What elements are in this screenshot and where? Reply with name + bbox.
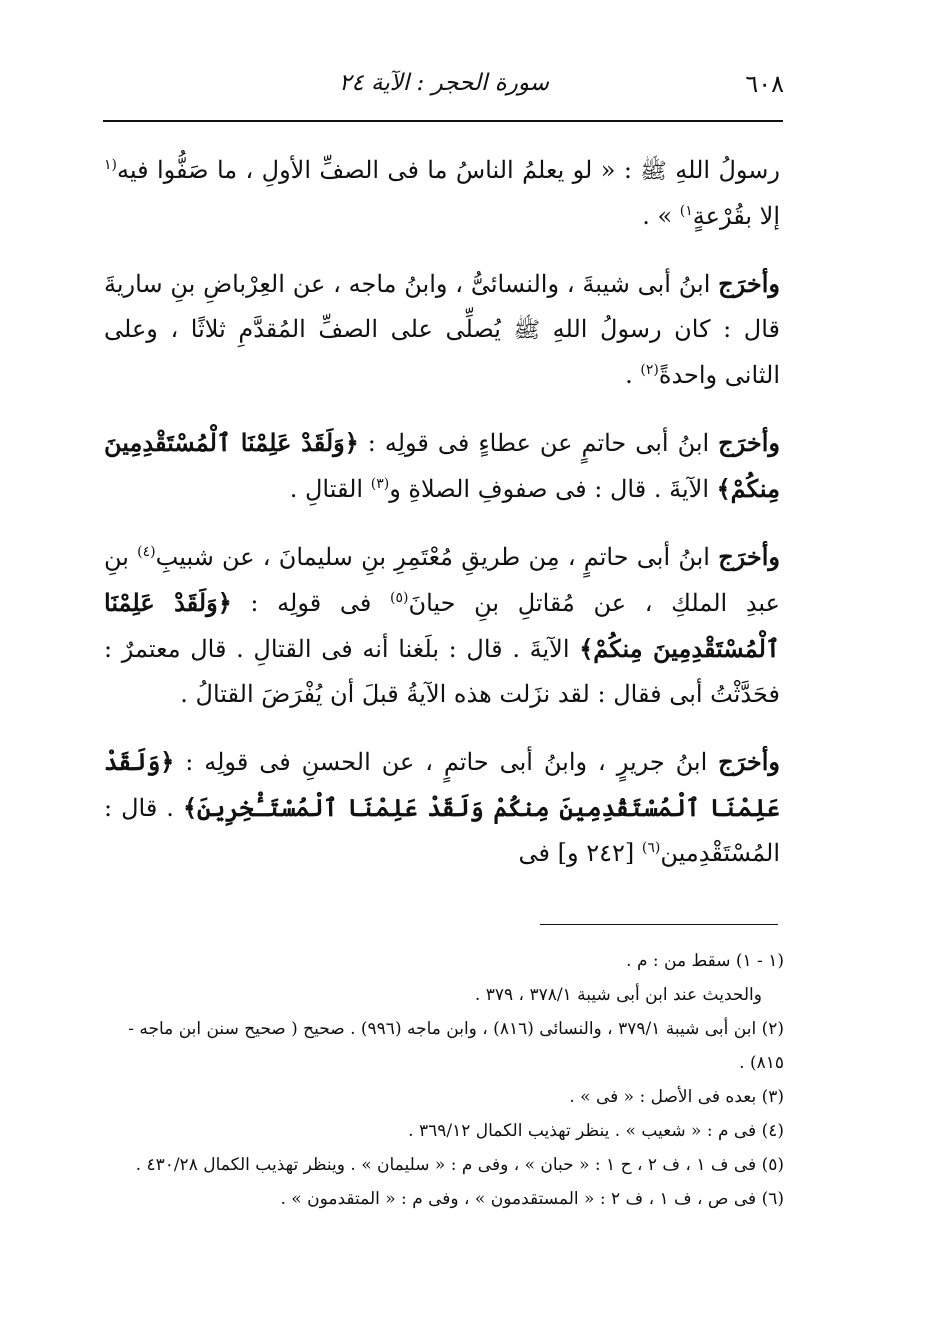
text-run: » .	[642, 202, 680, 230]
footnote-ref-1-open: (١	[104, 157, 117, 173]
footnote: (١ - ١) سقط من : م .	[626, 951, 784, 971]
text-run: ابنُ أبى حاتمٍ عن عطاءٍ فى قولِه :	[358, 429, 719, 457]
text-run: يُصلِّى على الصفِّ المُقدَّمِ ثلاثًا ، وعلى الثانى واحدةً	[104, 315, 780, 389]
footnote-ref-6: (٦)	[641, 840, 661, 856]
paragraph-4	[104, 534, 780, 717]
footnote-ref-4: (٤)	[137, 544, 156, 560]
page-number: ٦٠٨	[745, 70, 784, 98]
text-run: بنِ عبدِ الملكِ ، عن مُقاتلِ بنِ حيانَ	[104, 543, 780, 617]
quran-verse: ﴿وَلَقَدْ عَلِمْنَا ٱلْمُسْتَقْدِمِينَ مِنكُمْ﴾	[104, 428, 780, 503]
text-run: : « لو يعلمُ الناسُ ما فى الصفِّ الأولِ ، ما صَفُّوا فيه	[117, 156, 641, 184]
paragraph-5	[104, 739, 780, 876]
footnote: والحديث عند ابن أبى شيبة ٣٧٨/١ ، ٣٧٩ .	[474, 985, 762, 1005]
footnote: (٦) فى ص ، ف ١ ، ف ٢ : « المستقدمون » ، وفى م : « المتقدمون » .	[280, 1189, 784, 1209]
quran-verse: ﴿وَلَقَدْ عَلِمْنَا ٱلْمُسْتَقْدِمِينَ مِنكُمْ وَلَقَدْ عَلِمْنَا ٱلْمُسْتَـْٔخِرِينَ﴾	[104, 747, 780, 822]
footnote: (٤) فى م : « شعيب » . ينظر تهذيب الكمال ٣٦٩/١٢ .	[408, 1121, 784, 1141]
paragraph-lead-word: وأخرَج	[718, 542, 781, 571]
footnotes	[98, 944, 784, 1216]
text-run: إلا بقُرْعةٍ	[692, 202, 780, 230]
paragraph-2	[104, 261, 780, 398]
footnote-divider	[540, 924, 778, 925]
paragraph-lead-word: وأخرَج	[718, 269, 780, 298]
footnote-ref-5: (٥)	[389, 590, 409, 606]
text-run: ابنُ أبى حاتمٍ ، مِن طريقِ مُعْتَمِرِ بنِ سليمانَ ، عن شبيبِ	[155, 543, 719, 571]
paragraph-lead-word: وأخرَج	[718, 747, 780, 776]
text-run: الآيةَ . قال : فى صفوفِ الصلاةِ و	[389, 475, 717, 503]
footnote: (٢) ابن أبى شيبة ٣٧٩/١ ، والنسائى (٨١٦) ، وابن ماجه (٩٩٦) . صحيح ( صحيح سنن ابن ماجه - ٨١٥) .	[128, 1019, 784, 1073]
quran-verse: ﴿وَلَقَدْ عَلِمْنَا ٱلْمُسْتَقْدِمِينَ مِنكُمْ﴾	[104, 588, 780, 663]
text-run: . قال : المُسْتَقْدِمين	[104, 794, 780, 867]
text-run: [٢٤٢ و] فى	[518, 839, 642, 867]
text-run: رسولُ اللهِ	[666, 156, 780, 184]
footnote: (٥) فى ف ١ ، ف ٢ ، ح ١ : « حبان » ، وفى م : « سليمان » . وينظر تهذيب الكمال ٤٣٠/٢٨ .	[135, 1155, 784, 1175]
text-run: فى قولِه :	[231, 589, 390, 617]
text-run: القتالِ .	[289, 475, 371, 503]
paragraph-1	[104, 148, 780, 239]
surah-title: سورة الحجر : الآية ٢٤	[338, 70, 550, 96]
footnote-ref-1-close: ١)	[679, 203, 693, 219]
paragraph-lead-word: وأخرَج	[718, 428, 780, 457]
footnote-ref-2: (٢)	[640, 362, 659, 378]
prophet-salutation-glyph: ﷺ	[513, 318, 541, 343]
text-run: .	[625, 361, 641, 389]
prophet-salutation-glyph: ﷺ	[640, 159, 667, 184]
text-run: ابنُ أبى شيبةَ ، والنسائىُّ ، وابنُ ماجه ، عن العِرْباضِ بنِ ساريةَ قال : كان رسولُ اللهِ	[104, 270, 780, 343]
footnote-ref-3: (٣)	[370, 476, 390, 492]
paragraph-3	[104, 420, 780, 512]
main-text	[104, 148, 780, 898]
header-divider	[103, 120, 783, 122]
running-head	[104, 70, 784, 106]
text-run: ابنُ جريرٍ ، وابنُ أبى حاتمٍ ، عن الحسنِ فى قولِه :	[174, 748, 719, 776]
footnote: (٣) بعده فى الأصل : « فى » .	[569, 1087, 784, 1107]
text-run: الآيةَ . قال : بلَغنا أنه فى القتالِ . قال معتمرٌ : فحَدَّثْتُ أبى فقال : لقد نزَلت هذه الآيةُ قبلَ أن يُفْرَضَ القتالُ .	[104, 635, 780, 708]
